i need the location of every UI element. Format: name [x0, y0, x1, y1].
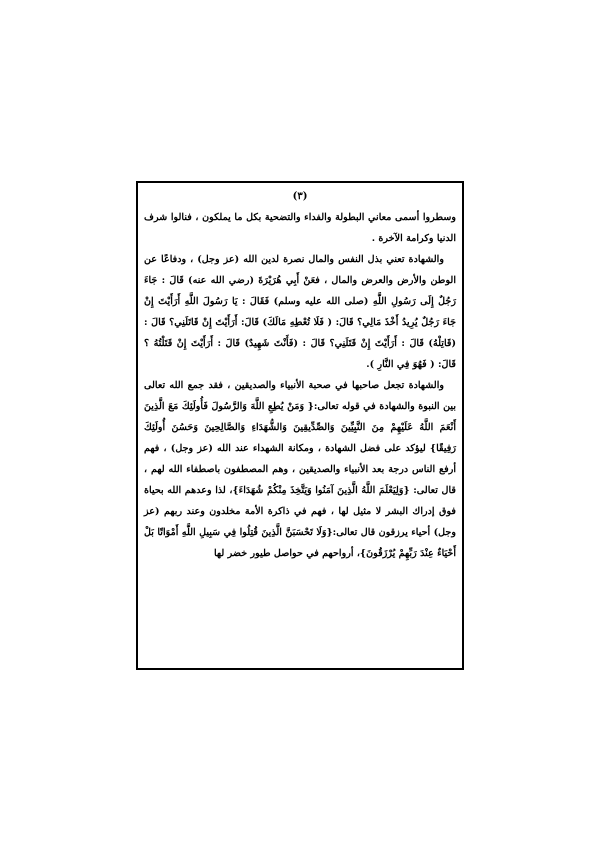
paragraph-3: والشهادة تجعل صاحبها في صحبة الأنبياء والصديقين ، فقد جمع الله تعالى بين النبوة والشهادة في قوله تعالى:{ وَمَنْ يُطِعِ اللَّهَ وَالرَّسُولَ فَأُولَئِكَ مَعَ الَّذِينَ أَنْعَمَ اللَّهُ عَلَيْهِمْ مِنَ النَّبِيِّينَ وَالصِّدِّيقِينَ وَالشُّهَدَاءِ وَالصَّالِحِينَ وَحَسُنَ أُولَئِكَ رَفِيقًا} ليؤكد على فضل الشهادة ، ومكانة الشهداء عند الله (عز وجل) ، فهم أرفع الناس درجة بعد الأنبياء والصديقين ، وهم المصطفون باصطفاء الله لهم ، قال تعالى: {وَلِيَعْلَمَ اللَّهُ الَّذِينَ آمَنُوا وَيَتَّخِذَ مِنْكُمْ شُهَدَاءَ}، لذا وعدهم الله بحياة فوق إدراك البشر لا مثيل لها ، فهم في ذاكرة الأمة مخلدون وعند ربهم (عز وجل) أحياء يرزقون قال تعالى:{وَلَا تَحْسَبَنَّ الَّذِينَ قُتِلُوا فِي سَبِيلِ اللَّهِ أَمْوَاتًا بَلْ أَحْيَاءٌ عِنْدَ رَبِّهِمْ يُرْزَقُونَ}، أرواحهم في حواصل طيور خضر لها [144, 380, 456, 559]
page-frame [136, 181, 464, 670]
text-body [144, 186, 456, 665]
page-number: (٣) [292, 191, 308, 202]
paragraph-1: وسطروا أسمى معاني البطولة والفداء والتضحية بكل ما يملكون ، فنالوا شرف الدنيا وكرامة الآخرة . [144, 212, 456, 244]
paragraph-2: والشهادة تعني بذل النفس والمال نصرة لدين الله (عز وجل) ، ودفاعًا عن الوطن والأرض والعرض والمال ، فعَنْ أَبِي هُرَيْرَةَ (رضي الله عنه) قَالَ : جَاءَ رَجُلٌ إِلَى رَسُولِ اللَّهِ (صلى الله عليه وسلم) فَقَالَ : يَا رَسُولَ اللَّهِ أَرَأَيْتَ إِنْ جَاءَ رَجُلٌ يُرِيدُ أَخْذَ مَالِي؟ قَالَ: ( فَلَا تُعْطِهِ مَالَكَ) قَالَ: أَرَأَيْتَ إِنْ قَاتَلَنِي؟ قَالَ : (قَاتِلْهُ) قَالَ : أَرَأَيْتَ إِنْ قَتَلَنِي؟ قَالَ : (فَأَنْتَ شَهِيدٌ) قَالَ : أَرَأَيْتَ إِنْ قَتَلْتُهُ ؟ قَالَ: ( فَهُوَ فِي النَّارِ ). [144, 254, 456, 370]
